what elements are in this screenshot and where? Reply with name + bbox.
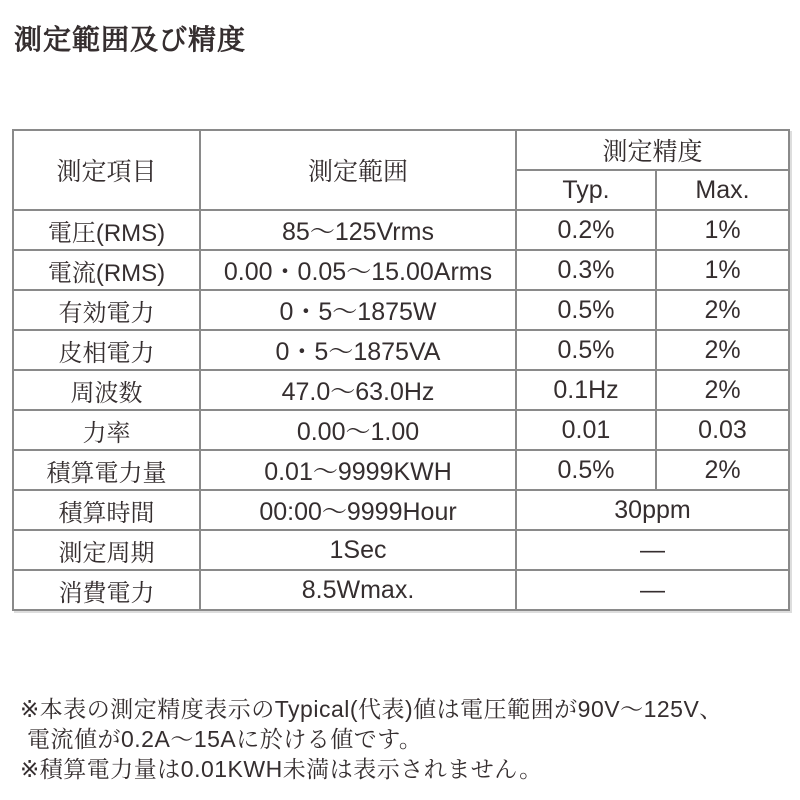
col-header-typ: Typ. — [516, 170, 656, 210]
row-accuracy-merged: — — [516, 530, 789, 570]
row-range-value: 0.00・0.05～15.00Arms — [200, 250, 516, 290]
footnote-line: ※積算電力量は0.01KWH未満は表示されません。 — [20, 756, 543, 782]
row-item-label: 測定周期 — [13, 530, 200, 570]
row-item-label: 電流(RMS) — [13, 250, 200, 290]
footnote-line: ※本表の測定精度表示のTypical(代表)値は電圧範囲が90V～125V、 — [20, 696, 723, 722]
row-max-value: 0.03 — [656, 410, 789, 450]
table-row-voltage — [13, 210, 789, 250]
table-row-apparent-power — [13, 330, 789, 370]
row-range-value: 47.0～63.0Hz — [200, 370, 516, 410]
row-range-value: 1Sec — [200, 530, 516, 570]
spec-table — [12, 129, 790, 611]
page-title: 測定範囲及び精度 — [14, 24, 247, 55]
col-header-item: 測定項目 — [13, 130, 200, 210]
row-typ-value: 0.2% — [516, 210, 656, 250]
row-typ-value: 0.01 — [516, 410, 656, 450]
row-item-label: 消費電力 — [13, 570, 200, 610]
row-typ-value: 0.3% — [516, 250, 656, 290]
footnote-line: 電流値が0.2A～15Aに於ける値です。 — [27, 726, 423, 752]
row-range-value: 8.5Wmax. — [200, 570, 516, 610]
row-range-value: 85～125Vrms — [200, 210, 516, 250]
col-header-max: Max. — [656, 170, 789, 210]
table-row-current — [13, 250, 789, 290]
row-item-label: 有効電力 — [13, 290, 200, 330]
table-row-power-factor — [13, 410, 789, 450]
row-typ-value: 0.1Hz — [516, 370, 656, 410]
row-typ-value: 0.5% — [516, 450, 656, 490]
row-accuracy-merged: — — [516, 570, 789, 610]
row-item-label: 積算電力量 — [13, 450, 200, 490]
table-row-active-power — [13, 290, 789, 330]
row-typ-value: 0.5% — [516, 290, 656, 330]
row-typ-value: 0.5% — [516, 330, 656, 370]
table-header-row — [13, 130, 789, 170]
row-item-label: 周波数 — [13, 370, 200, 410]
table-row-integrated-time — [13, 490, 789, 530]
row-max-value: 1% — [656, 250, 789, 290]
table-row-integrated-energy — [13, 450, 789, 490]
row-max-value: 1% — [656, 210, 789, 250]
row-max-value: 2% — [656, 330, 789, 370]
table-row-power-consumption — [13, 570, 789, 610]
row-max-value: 2% — [656, 290, 789, 330]
row-item-label: 積算時間 — [13, 490, 200, 530]
row-range-value: 0・5～1875W — [200, 290, 516, 330]
row-range-value: 0.00～1.00 — [200, 410, 516, 450]
col-header-range: 測定範囲 — [200, 130, 516, 210]
col-header-accuracy: 測定精度 — [516, 130, 789, 170]
table-row-frequency — [13, 370, 789, 410]
row-item-label: 力率 — [13, 410, 200, 450]
footnotes — [20, 694, 723, 784]
row-range-value: 0.01～9999KWH — [200, 450, 516, 490]
table-row-measurement-cycle — [13, 530, 789, 570]
row-range-value: 0・5～1875VA — [200, 330, 516, 370]
row-accuracy-merged: 30ppm — [516, 490, 789, 530]
row-max-value: 2% — [656, 450, 789, 490]
row-item-label: 皮相電力 — [13, 330, 200, 370]
row-item-label: 電圧(RMS) — [13, 210, 200, 250]
row-max-value: 2% — [656, 370, 789, 410]
row-range-value: 00:00～9999Hour — [200, 490, 516, 530]
